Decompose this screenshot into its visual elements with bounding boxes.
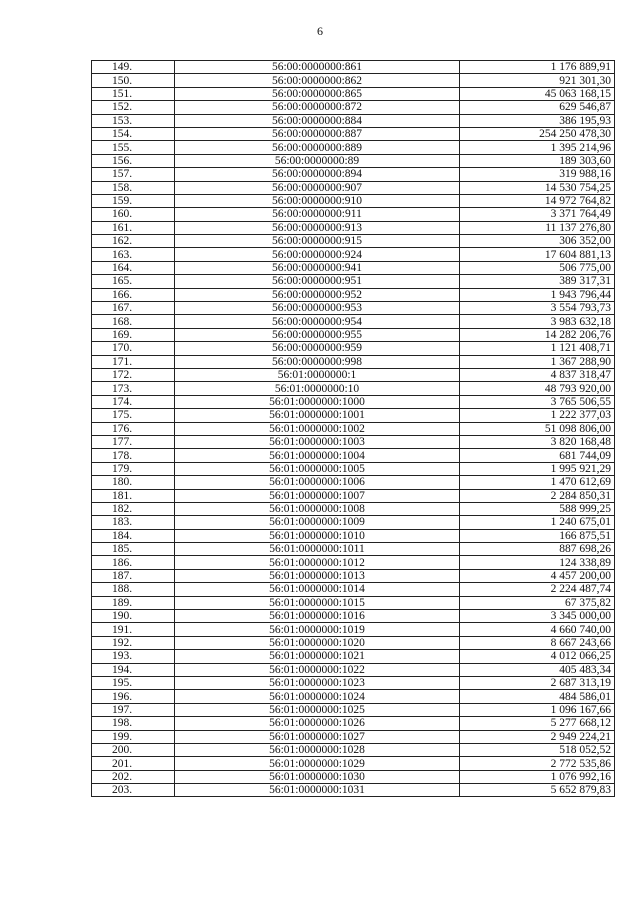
cadastral-value-cell: 1 395 214,96 xyxy=(460,141,615,154)
cadastral-value-table xyxy=(91,60,615,797)
cadastral-number-cell: 56:01:0000000:1000 xyxy=(175,395,460,408)
cadastral-value-cell: 2 687 313,19 xyxy=(460,676,615,689)
cadastral-number-cell: 56:01:0000000:1021 xyxy=(175,650,460,663)
cadastral-value-cell: 506 775,00 xyxy=(460,261,615,274)
cadastral-number-cell: 56:01:0000000:1029 xyxy=(175,757,460,770)
cadastral-value-cell: 386 195,93 xyxy=(460,114,615,127)
row-number-cell: 160. xyxy=(92,208,175,221)
cadastral-number-cell: 56:01:0000000:1031 xyxy=(175,784,460,797)
cadastral-number-cell: 56:01:0000000:1007 xyxy=(175,489,460,502)
table-row xyxy=(92,328,615,341)
cadastral-number-cell: 56:00:0000000:955 xyxy=(175,328,460,341)
row-number-cell: 158. xyxy=(92,181,175,194)
cadastral-number-cell: 56:00:0000000:953 xyxy=(175,302,460,315)
row-number-cell: 191. xyxy=(92,623,175,636)
table-row xyxy=(92,114,615,127)
table-row xyxy=(92,489,615,502)
table-row xyxy=(92,61,615,74)
table-row xyxy=(92,650,615,663)
cadastral-number-cell: 56:01:0000000:1010 xyxy=(175,529,460,542)
cadastral-number-cell: 56:01:0000000:1026 xyxy=(175,717,460,730)
cadastral-number-cell: 56:01:0000000:1028 xyxy=(175,743,460,756)
row-number-cell: 174. xyxy=(92,395,175,408)
cadastral-value-cell: 629 546,87 xyxy=(460,101,615,114)
cadastral-value-cell: 1 470 612,69 xyxy=(460,476,615,489)
row-number-cell: 172. xyxy=(92,368,175,381)
row-number-cell: 196. xyxy=(92,690,175,703)
table-row xyxy=(92,101,615,114)
cadastral-value-cell: 1 995 921,29 xyxy=(460,462,615,475)
row-number-cell: 167. xyxy=(92,302,175,315)
row-number-cell: 197. xyxy=(92,703,175,716)
cadastral-value-cell: 3 371 764,49 xyxy=(460,208,615,221)
cadastral-number-cell: 56:01:0000000:1014 xyxy=(175,583,460,596)
cadastral-value-cell: 4 012 066,25 xyxy=(460,650,615,663)
cadastral-value-cell: 11 137 276,80 xyxy=(460,221,615,234)
table-row xyxy=(92,703,615,716)
cadastral-number-cell: 56:00:0000000:889 xyxy=(175,141,460,154)
table-row xyxy=(92,770,615,783)
table-row xyxy=(92,154,615,167)
cadastral-number-cell: 56:01:0000000:1024 xyxy=(175,690,460,703)
cadastral-number-cell: 56:00:0000000:941 xyxy=(175,261,460,274)
row-number-cell: 162. xyxy=(92,235,175,248)
cadastral-value-cell: 319 988,16 xyxy=(460,168,615,181)
table-row xyxy=(92,302,615,315)
table-row xyxy=(92,74,615,87)
cadastral-number-cell: 56:00:0000000:952 xyxy=(175,288,460,301)
table-row xyxy=(92,690,615,703)
cadastral-value-cell: 2 284 850,31 xyxy=(460,489,615,502)
row-number-cell: 201. xyxy=(92,757,175,770)
cadastral-number-cell: 56:00:0000000:998 xyxy=(175,355,460,368)
row-number-cell: 153. xyxy=(92,114,175,127)
cadastral-value-cell: 5 277 668,12 xyxy=(460,717,615,730)
cadastral-value-cell: 1 076 992,16 xyxy=(460,770,615,783)
cadastral-value-cell: 2 224 487,74 xyxy=(460,583,615,596)
row-number-cell: 178. xyxy=(92,449,175,462)
row-number-cell: 184. xyxy=(92,529,175,542)
cadastral-number-cell: 56:00:0000000:861 xyxy=(175,61,460,74)
table-row xyxy=(92,543,615,556)
cadastral-value-cell: 1 121 408,71 xyxy=(460,342,615,355)
table-row xyxy=(92,355,615,368)
cadastral-value-cell: 1 222 377,03 xyxy=(460,409,615,422)
table-row xyxy=(92,569,615,582)
cadastral-value-cell: 4 457 200,00 xyxy=(460,569,615,582)
cadastral-number-cell: 56:01:0000000:1 xyxy=(175,368,460,381)
cadastral-number-cell: 56:01:0000000:1008 xyxy=(175,502,460,515)
row-number-cell: 188. xyxy=(92,583,175,596)
cadastral-value-cell: 3 345 000,00 xyxy=(460,610,615,623)
cadastral-value-cell: 3 554 793,73 xyxy=(460,302,615,315)
row-number-cell: 157. xyxy=(92,168,175,181)
table-row xyxy=(92,87,615,100)
table-row xyxy=(92,221,615,234)
row-number-cell: 203. xyxy=(92,784,175,797)
table-row xyxy=(92,127,615,140)
cadastral-number-cell: 56:00:0000000:89 xyxy=(175,154,460,167)
cadastral-value-cell: 1 176 889,91 xyxy=(460,61,615,74)
table-row xyxy=(92,342,615,355)
cadastral-number-cell: 56:01:0000000:1002 xyxy=(175,422,460,435)
cadastral-value-cell: 5 652 879,83 xyxy=(460,784,615,797)
cadastral-value-cell: 48 793 920,00 xyxy=(460,382,615,395)
cadastral-number-cell: 56:00:0000000:884 xyxy=(175,114,460,127)
row-number-cell: 195. xyxy=(92,676,175,689)
page-number: 6 xyxy=(317,24,323,38)
table-row xyxy=(92,235,615,248)
table-body xyxy=(92,61,615,797)
cadastral-value-cell: 67 375,82 xyxy=(460,596,615,609)
table-row xyxy=(92,288,615,301)
cadastral-number-cell: 56:00:0000000:862 xyxy=(175,74,460,87)
table-row xyxy=(92,462,615,475)
row-number-cell: 192. xyxy=(92,636,175,649)
cadastral-number-cell: 56:01:0000000:1001 xyxy=(175,409,460,422)
cadastral-number-cell: 56:01:0000000:1006 xyxy=(175,476,460,489)
row-number-cell: 159. xyxy=(92,194,175,207)
row-number-cell: 179. xyxy=(92,462,175,475)
row-number-cell: 202. xyxy=(92,770,175,783)
cadastral-number-cell: 56:01:0000000:1012 xyxy=(175,556,460,569)
row-number-cell: 171. xyxy=(92,355,175,368)
cadastral-number-cell: 56:01:0000000:1025 xyxy=(175,703,460,716)
cadastral-value-cell: 3 820 168,48 xyxy=(460,435,615,448)
cadastral-value-cell: 3 983 632,18 xyxy=(460,315,615,328)
cadastral-value-cell: 8 667 243,66 xyxy=(460,636,615,649)
row-number-cell: 189. xyxy=(92,596,175,609)
table-row xyxy=(92,730,615,743)
table-row xyxy=(92,676,615,689)
cadastral-number-cell: 56:01:0000000:1023 xyxy=(175,676,460,689)
row-number-cell: 152. xyxy=(92,101,175,114)
table-row xyxy=(92,382,615,395)
table-row xyxy=(92,208,615,221)
table-row xyxy=(92,168,615,181)
cadastral-number-cell: 56:00:0000000:954 xyxy=(175,315,460,328)
cadastral-value-cell: 254 250 478,30 xyxy=(460,127,615,140)
cadastral-number-cell: 56:00:0000000:894 xyxy=(175,168,460,181)
cadastral-number-cell: 56:00:0000000:913 xyxy=(175,221,460,234)
table-row xyxy=(92,663,615,676)
row-number-cell: 177. xyxy=(92,435,175,448)
row-number-cell: 169. xyxy=(92,328,175,341)
cadastral-value-cell: 166 875,51 xyxy=(460,529,615,542)
row-number-cell: 181. xyxy=(92,489,175,502)
row-number-cell: 190. xyxy=(92,610,175,623)
cadastral-number-cell: 56:00:0000000:872 xyxy=(175,101,460,114)
cadastral-value-cell: 1 943 796,44 xyxy=(460,288,615,301)
cadastral-number-cell: 56:01:0000000:1004 xyxy=(175,449,460,462)
table-row xyxy=(92,636,615,649)
cadastral-value-cell: 389 317,31 xyxy=(460,275,615,288)
table-row xyxy=(92,315,615,328)
cadastral-value-cell: 405 483,34 xyxy=(460,663,615,676)
row-number-cell: 185. xyxy=(92,543,175,556)
table-row xyxy=(92,141,615,154)
cadastral-value-cell: 45 063 168,15 xyxy=(460,87,615,100)
row-number-cell: 161. xyxy=(92,221,175,234)
cadastral-number-cell: 56:01:0000000:1009 xyxy=(175,516,460,529)
table-row xyxy=(92,248,615,261)
cadastral-number-cell: 56:01:0000000:1020 xyxy=(175,636,460,649)
cadastral-number-cell: 56:00:0000000:910 xyxy=(175,194,460,207)
row-number-cell: 151. xyxy=(92,87,175,100)
table-row xyxy=(92,181,615,194)
cadastral-number-cell: 56:00:0000000:907 xyxy=(175,181,460,194)
cadastral-number-cell: 56:01:0000000:1011 xyxy=(175,543,460,556)
cadastral-value-cell: 51 098 806,00 xyxy=(460,422,615,435)
table-row xyxy=(92,784,615,797)
row-number-cell: 164. xyxy=(92,261,175,274)
row-number-cell: 155. xyxy=(92,141,175,154)
cadastral-value-cell: 14 972 764,82 xyxy=(460,194,615,207)
table-row xyxy=(92,409,615,422)
table-row xyxy=(92,194,615,207)
table-row xyxy=(92,368,615,381)
row-number-cell: 176. xyxy=(92,422,175,435)
cadastral-value-cell: 887 698,26 xyxy=(460,543,615,556)
table-row xyxy=(92,596,615,609)
row-number-cell: 170. xyxy=(92,342,175,355)
row-number-cell: 199. xyxy=(92,730,175,743)
cadastral-value-cell: 1 367 288,90 xyxy=(460,355,615,368)
cadastral-number-cell: 56:00:0000000:911 xyxy=(175,208,460,221)
cadastral-number-cell: 56:00:0000000:951 xyxy=(175,275,460,288)
cadastral-number-cell: 56:01:0000000:10 xyxy=(175,382,460,395)
row-number-cell: 165. xyxy=(92,275,175,288)
row-number-cell: 168. xyxy=(92,315,175,328)
cadastral-number-cell: 56:00:0000000:865 xyxy=(175,87,460,100)
cadastral-value-cell: 2 949 224,21 xyxy=(460,730,615,743)
table-row xyxy=(92,757,615,770)
cadastral-value-cell: 306 352,00 xyxy=(460,235,615,248)
cadastral-number-cell: 56:01:0000000:1003 xyxy=(175,435,460,448)
table-row xyxy=(92,422,615,435)
cadastral-value-cell: 1 240 675,01 xyxy=(460,516,615,529)
table-row xyxy=(92,261,615,274)
table-row xyxy=(92,610,615,623)
table-row xyxy=(92,449,615,462)
row-number-cell: 150. xyxy=(92,74,175,87)
row-number-cell: 156. xyxy=(92,154,175,167)
row-number-cell: 183. xyxy=(92,516,175,529)
cadastral-number-cell: 56:00:0000000:924 xyxy=(175,248,460,261)
cadastral-number-cell: 56:01:0000000:1016 xyxy=(175,610,460,623)
cadastral-number-cell: 56:01:0000000:1013 xyxy=(175,569,460,582)
row-number-cell: 154. xyxy=(92,127,175,140)
table-row xyxy=(92,583,615,596)
row-number-cell: 149. xyxy=(92,61,175,74)
table-row xyxy=(92,435,615,448)
row-number-cell: 194. xyxy=(92,663,175,676)
cadastral-number-cell: 56:01:0000000:1030 xyxy=(175,770,460,783)
row-number-cell: 198. xyxy=(92,717,175,730)
cadastral-number-cell: 56:00:0000000:915 xyxy=(175,235,460,248)
table-row xyxy=(92,623,615,636)
row-number-cell: 175. xyxy=(92,409,175,422)
row-number-cell: 180. xyxy=(92,476,175,489)
cadastral-value-cell: 588 999,25 xyxy=(460,502,615,515)
cadastral-value-cell: 17 604 881,13 xyxy=(460,248,615,261)
table-row xyxy=(92,743,615,756)
cadastral-number-cell: 56:01:0000000:1027 xyxy=(175,730,460,743)
cadastral-value-cell: 3 765 506,55 xyxy=(460,395,615,408)
cadastral-number-cell: 56:00:0000000:959 xyxy=(175,342,460,355)
cadastral-value-cell: 14 282 206,76 xyxy=(460,328,615,341)
row-number-cell: 186. xyxy=(92,556,175,569)
cadastral-value-cell: 518 052,52 xyxy=(460,743,615,756)
table-row xyxy=(92,529,615,542)
row-number-cell: 187. xyxy=(92,569,175,582)
table-row xyxy=(92,717,615,730)
row-number-cell: 163. xyxy=(92,248,175,261)
row-number-cell: 166. xyxy=(92,288,175,301)
row-number-cell: 200. xyxy=(92,743,175,756)
cadastral-value-cell: 484 586,01 xyxy=(460,690,615,703)
cadastral-value-cell: 921 301,30 xyxy=(460,74,615,87)
cadastral-value-cell: 14 530 754,25 xyxy=(460,181,615,194)
cadastral-number-cell: 56:00:0000000:887 xyxy=(175,127,460,140)
table-row xyxy=(92,502,615,515)
cadastral-number-cell: 56:01:0000000:1005 xyxy=(175,462,460,475)
table-row xyxy=(92,516,615,529)
row-number-cell: 193. xyxy=(92,650,175,663)
table-row xyxy=(92,395,615,408)
cadastral-value-cell: 189 303,60 xyxy=(460,154,615,167)
row-number-cell: 173. xyxy=(92,382,175,395)
cadastral-value-cell: 124 338,89 xyxy=(460,556,615,569)
cadastral-number-cell: 56:01:0000000:1015 xyxy=(175,596,460,609)
cadastral-value-cell: 2 772 535,86 xyxy=(460,757,615,770)
cadastral-value-cell: 681 744,09 xyxy=(460,449,615,462)
table-row xyxy=(92,275,615,288)
cadastral-value-cell: 4 837 318,47 xyxy=(460,368,615,381)
cadastral-value-cell: 1 096 167,66 xyxy=(460,703,615,716)
cadastral-number-cell: 56:01:0000000:1019 xyxy=(175,623,460,636)
row-number-cell: 182. xyxy=(92,502,175,515)
table-row xyxy=(92,476,615,489)
cadastral-value-cell: 4 660 740,00 xyxy=(460,623,615,636)
cadastral-number-cell: 56:01:0000000:1022 xyxy=(175,663,460,676)
table-row xyxy=(92,556,615,569)
